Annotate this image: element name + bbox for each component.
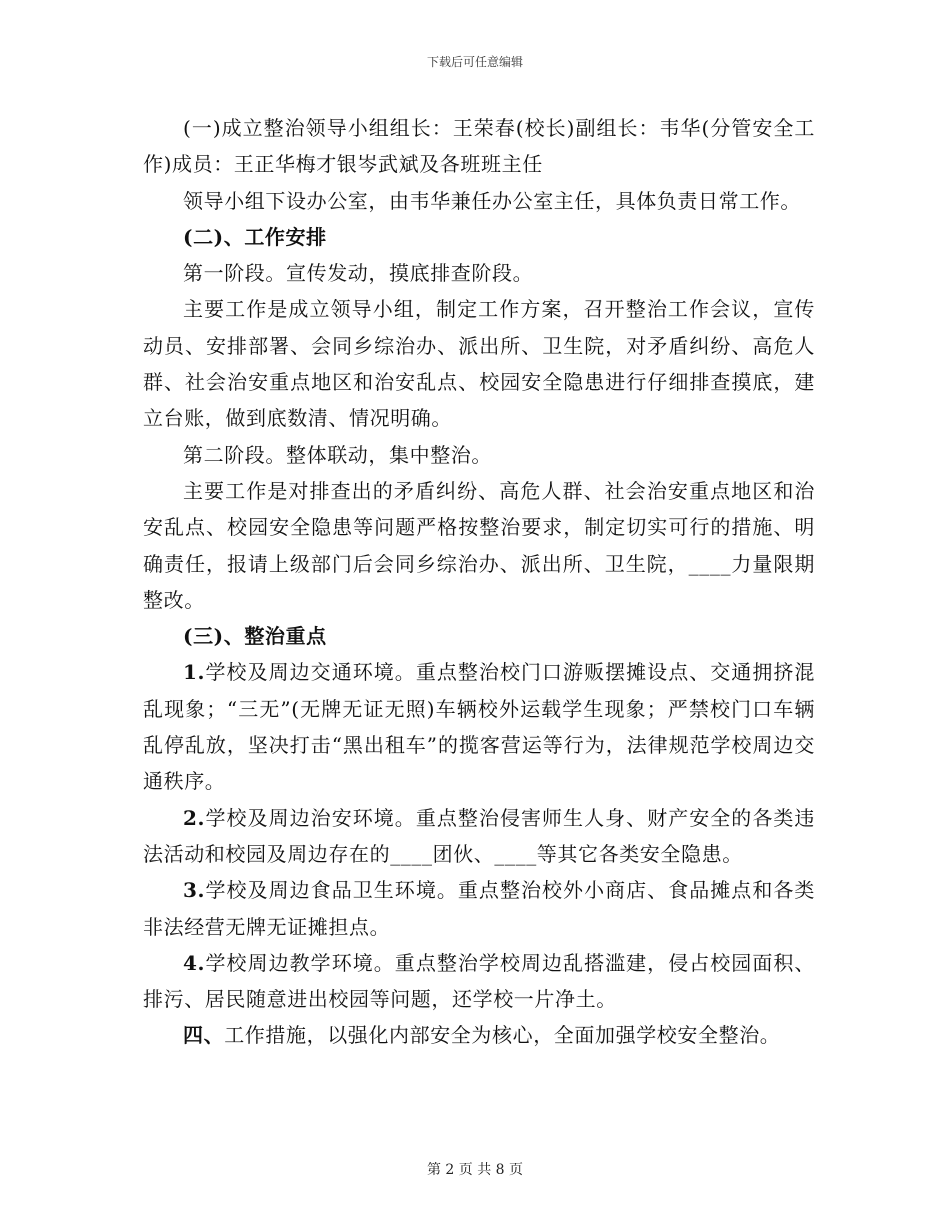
paragraph-stage-one: 第一阶段。宣传发动，摸底排查阶段。 [183,261,534,286]
list-item-number: 2. [183,805,206,830]
list-item-number: 3. [183,878,206,903]
paragraph-office: 领导小组下设办公室，由韦华兼任办公室主任，具体负责日常工作。 [183,188,801,213]
document-body [143,110,815,1054]
section-heading-key-points: (三)、整治重点 [183,624,327,649]
paragraph-stage-two: 第二阶段。整体联动，集中整治。 [183,442,492,467]
paragraph-work-measures [143,1017,815,1053]
paragraph-stage-one-tasks: 主要工作是成立领导小组，制定工作方案，召开整治工作会议，宣传动员、安排部署、会同乡综治办、派出所、卫生院，对矛盾纠纷、高危人群、社会治安重点地区和治安乱点、校园安全隐患进行仔细排查摸底，建立台账，做到底数清、情况明确。 [143,297,815,431]
page-header: 下载后可任意编辑 [426,55,523,69]
list-item-text: 学校及周边食品卫生环境。重点整治校外小商店、食品摊点和各类非法经营无牌无证摊担点。 [143,878,815,939]
page-footer: 第 2 页 共 8 页 [426,1162,524,1178]
list-item-traffic [143,654,815,799]
list-item-food-hygiene [143,872,815,945]
section-heading-work-arrangement: (二)、工作安排 [183,224,327,249]
list-item-text: 学校及周边治安环境。重点整治侵害师生人身、财产安全的各类违法活动和校园及周边存在的____团伙、____等其它各类安全隐患。 [143,805,815,866]
list-item-teaching-environment [143,945,815,1018]
section-number: 四、 [183,1023,225,1048]
list-item-text: 学校周边教学环境。重点整治学校周边乱搭滥建，侵占校园面积、排污、居民随意进出校园等问题，还学校一片净土。 [143,950,815,1012]
list-item-text: 学校及周边交通环境。重点整治校门口游贩摆摊设点、交通拥挤混乱现象；“三无”(无牌无证无照)车辆校外运载学生现象；严禁校门口车辆乱停乱放，坚决打击“黑出租车”的揽客营运等行为，法律规范学校周边交通秩序。 [143,660,815,794]
paragraph-leading-group: (一)成立整治领导小组组长：王荣春(校长)副组长：韦华(分管安全工作)成员：王正华梅才银岑武斌及各班班主任 [143,116,815,177]
paragraph-stage-two-tasks: 主要工作是对排查出的矛盾纠纷、高危人群、社会治安重点地区和治安乱点、校园安全隐患等问题严格按整治要求，制定切实可行的措施、明确责任，报请上级部门后会同乡综治办、派出所、卫生院，____力量限期整改。 [143,478,815,612]
list-item-number: 1. [183,660,206,685]
section-text: 工作措施，以强化内部安全为核心，全面加强学校安全整治。 [224,1023,781,1048]
list-item-number: 4. [183,950,206,975]
list-item-security [143,800,815,873]
